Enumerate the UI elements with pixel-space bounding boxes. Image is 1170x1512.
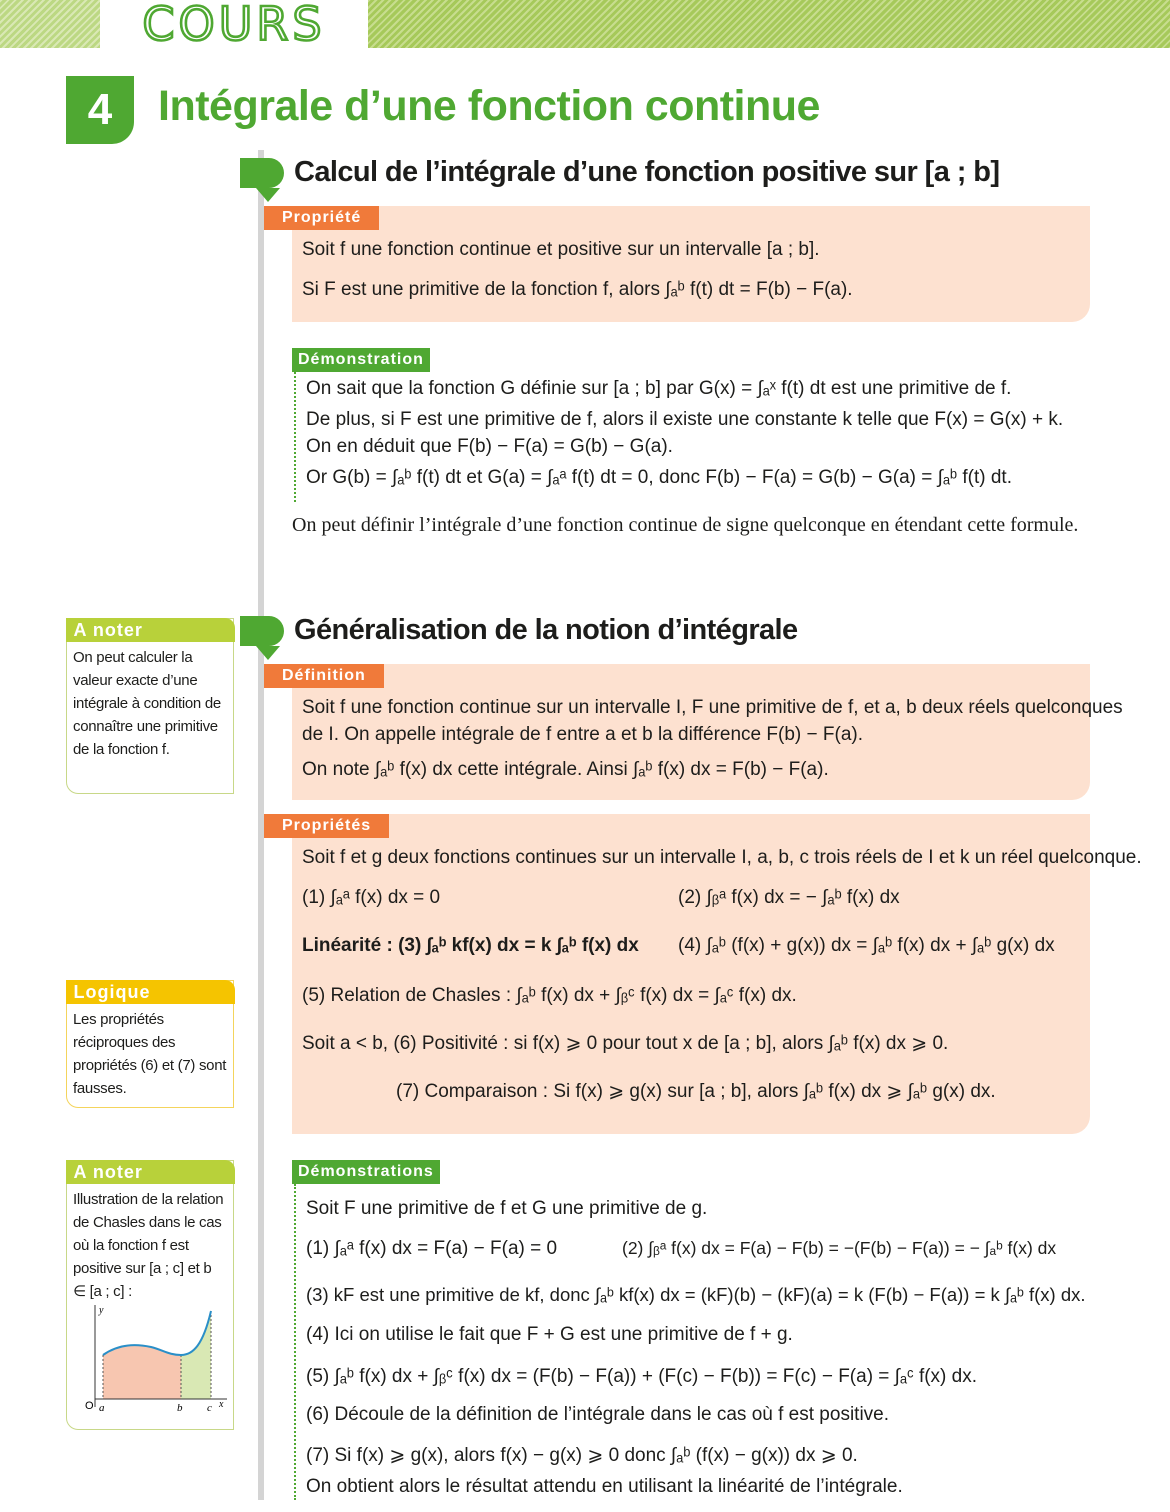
demo-line: (1) ∫ₐᵃ f(x) dx = F(a) − F(a) = 0 xyxy=(306,1238,558,1259)
note-title: A noter xyxy=(66,1160,235,1184)
property-2: (2) ∫ᵦᵃ f(x) dx = − ∫ₐᵇ f(x) dx xyxy=(678,887,900,908)
demonstrations-label: Démonstrations xyxy=(292,1160,440,1184)
definition-label: Définition xyxy=(264,664,384,688)
section2-heading xyxy=(240,614,798,647)
demo-line: Or G(b) = ∫ₐᵇ f(t) dt et G(a) = ∫ₐᵃ f(t) dt = 0, donc F(b) − F(a) = G(b) − G(a) = ∫ₐᵇ f(t) dt. xyxy=(306,467,1012,488)
property-line-1: Soit f une fonction continue et positive sur un intervalle [a ; b]. xyxy=(302,239,820,260)
property-4: (4) ∫ₐᵇ (f(x) + g(x)) dx = ∫ₐᵇ f(x) dx + ∫ₐᵇ g(x) dx xyxy=(678,935,1055,956)
note-box-2 xyxy=(66,1160,234,1430)
demo-line: On obtient alors le résultat attendu en utilisant la linéarité de l’intégrale. xyxy=(306,1476,903,1497)
logic-title: Logique xyxy=(66,980,235,1004)
cours-word: COURS xyxy=(142,0,326,51)
section1-heading xyxy=(240,156,999,189)
demo-line: On en déduit que F(b) − F(a) = G(b) − G(a). xyxy=(306,436,673,457)
property-6: Soit a < b, (6) Positivité : si f(x) ⩾ 0 pour tout x de [a ; b], alors ∫ₐᵇ f(x) dx ⩾ 0. xyxy=(302,1033,949,1054)
a-label: a xyxy=(99,1402,105,1414)
section2-title: Généralisation de la notion d’intégrale xyxy=(294,614,798,646)
definition-box xyxy=(292,664,1123,800)
demo-line: (5) ∫ₐᵇ f(x) dx + ∫ᵦᶜ f(x) dx = (F(b) − F(a)) + (F(c) − F(b)) = F(c) − F(a) = ∫ₐᶜ f(x) dx. xyxy=(306,1366,978,1387)
y-label: y xyxy=(99,1305,104,1316)
property-box xyxy=(292,206,1090,322)
definition-line-2: de I. On appelle intégrale de f entre a et b la différence F(b) − F(a). xyxy=(302,724,863,745)
demonstrations-block xyxy=(294,1184,1094,1500)
property-1: (1) ∫ₐᵃ f(x) dx = 0 xyxy=(302,887,441,908)
closing-paragraph: On peut définir l’intégrale d’une fonction continue de signe quelconque en étendant cette formule. xyxy=(292,514,1079,536)
property-3: Linéarité : (3) ∫ₐᵇ kf(x) dx = k ∫ₐᵇ f(x) dx xyxy=(302,935,639,956)
note-box-1 xyxy=(66,618,234,794)
property-line-2: Si F est une primitive de la fonction f, alors ∫ₐᵇ f(t) dt = F(b) − F(a). xyxy=(302,279,853,300)
c-label: c xyxy=(207,1402,212,1414)
note-text: On peut calculer la valeur exacte d’une intégrale à condition de connaître une primitive de la fonction f. xyxy=(73,648,221,758)
demo-line: (6) Découle de la définition de l’intégrale dans le cas où f est positive. xyxy=(306,1404,890,1425)
demo-line: Soit F une primitive de f et G une primitive de g. xyxy=(306,1198,708,1219)
note-text: Illustration de la relation de Chasles dans le cas où la fonction f est positive sur [a ; c] et b ∈ [a ; c] : xyxy=(73,1190,224,1300)
section1-title: Calcul de l’intégrale d’une fonction positive sur [a ; b] xyxy=(294,156,1000,188)
cours-banner xyxy=(100,0,368,51)
header-band-left xyxy=(0,0,100,48)
origin-label: O xyxy=(85,1400,94,1412)
property-5: (5) Relation de Chasles : ∫ₐᵇ f(x) dx + ∫ᵦᶜ f(x) dx = ∫ₐᶜ f(x) dx. xyxy=(302,985,797,1006)
demo-line: (7) Si f(x) ⩾ g(x), alors f(x) − g(x) ⩾ 0 donc ∫ₐᵇ (f(x) − g(x)) dx ⩾ 0. xyxy=(306,1445,858,1466)
definition-line-3: On note ∫ₐᵇ f(x) dx cette intégrale. Ainsi ∫ₐᵇ f(x) dx = F(b) − F(a). xyxy=(302,759,829,780)
b-label: b xyxy=(177,1402,183,1414)
demo-line: (3) kF est une primitive de kf, donc ∫ₐᵇ kf(x) dx = (kF)(b) − (kF)(a) = k (F(b) − F(a)) = k ∫ₐᵇ f(x) dx. xyxy=(306,1284,1086,1305)
demo-line: (4) Ici on utilise le fait que F + G est une primitive de f + g. xyxy=(306,1324,793,1345)
demo-line: On sait que la fonction G définie sur [a ; b] par G(x) = ∫ₐˣ f(t) dt est une primitive de f. xyxy=(306,378,1012,399)
chapter-number: 4 xyxy=(66,76,134,144)
demonstration-label: Démonstration xyxy=(292,348,430,372)
definition-line-1: Soit f une fonction continue sur un intervalle I, F une primitive de f, et a, b deux réels quelconques xyxy=(302,697,1123,718)
logic-text: Les propriétés réciproques des propriétés (6) et (7) sont fausses. xyxy=(73,1010,227,1097)
property-label: Propriété xyxy=(264,206,379,230)
chapter-title: Intégrale d’une fonction continue xyxy=(158,82,820,130)
section-flag-icon xyxy=(240,616,284,646)
property-7: (7) Comparaison : Si f(x) ⩾ g(x) sur [a ; b], alors ∫ₐᵇ f(x) dx ⩾ ∫ₐᵇ g(x) dx. xyxy=(396,1081,996,1102)
demo-line: (2) ∫ᵦᵃ f(x) dx = F(a) − F(b) = −(F(b) − F(a)) = − ∫ₐᵇ f(x) dx xyxy=(622,1238,1057,1258)
x-label: x xyxy=(219,1399,224,1410)
section-flag-icon xyxy=(240,158,284,188)
demo-line: De plus, si F est une primitive de f, alors il existe une constante k telle que F(x) = G(x) + k. xyxy=(306,409,1064,430)
chasles-graph xyxy=(71,1303,231,1423)
properties-label: Propriétés xyxy=(264,814,389,838)
properties-box xyxy=(292,814,1142,1134)
note-title: A noter xyxy=(66,618,235,642)
demonstration-block xyxy=(294,372,1084,502)
logic-box xyxy=(66,980,234,1108)
properties-intro: Soit f et g deux fonctions continues sur un intervalle I, a, b, c trois réels de I et k un réel quelconque. xyxy=(302,847,1142,868)
